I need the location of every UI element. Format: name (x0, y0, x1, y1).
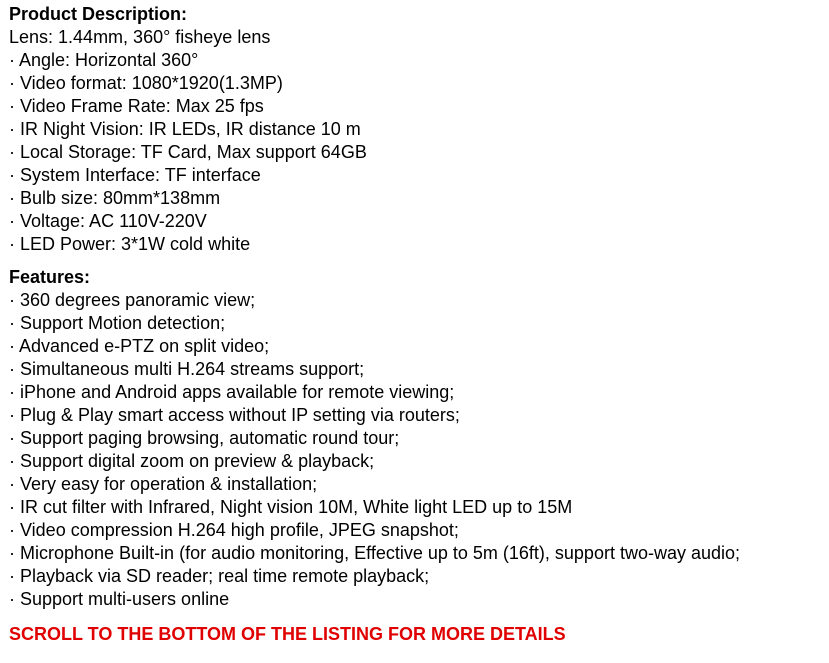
spec-item: · Video format: 1080*1920(1.3MP) (9, 73, 283, 93)
spec-item: · Video Frame Rate: Max 25 fps (9, 96, 264, 116)
scroll-notice: SCROLL TO THE BOTTOM OF THE LISTING FOR MORE DETAILS (9, 624, 566, 644)
feature-item: · Microphone Built-in (for audio monitoring, Effective up to 5m (16ft), support two-way audio; (9, 543, 741, 563)
spec-item: · IR Night Vision: IR LEDs, IR distance 10 m (9, 119, 361, 139)
listing-description (9, 3, 827, 646)
section-spacer (9, 256, 827, 266)
spec-item: · LED Power: 3*1W cold white (9, 234, 251, 254)
feature-item: · Simultaneous multi H.264 streams support; (9, 359, 365, 379)
feature-item: · IR cut filter with Infrared, Night vision 10M, White light LED up to 15M (9, 497, 573, 517)
feature-item: · 360 degrees panoramic view; (9, 290, 256, 310)
spec-item: · Bulb size: 80mm*138mm (9, 188, 221, 208)
spec-list (9, 49, 827, 256)
spec-lens: Lens: 1.44mm, 360° fisheye lens (9, 27, 271, 47)
feature-item: · Very easy for operation & installation; (9, 474, 318, 494)
feature-item: · Support Motion detection; (9, 313, 226, 333)
spec-item: · Local Storage: TF Card, Max support 64GB (9, 142, 367, 162)
feature-item: · Support multi-users online (9, 589, 230, 609)
spec-item: · Voltage: AC 110V-220V (9, 211, 207, 231)
feature-item: · Playback via SD reader; real time remote playback; (9, 566, 430, 586)
feature-item: · Video compression H.264 high profile, JPEG snapshot; (9, 520, 459, 540)
feature-item: · Plug & Play smart access without IP setting via routers; (9, 405, 460, 425)
feature-item: · Support digital zoom on preview & playback; (9, 451, 375, 471)
product-description-heading: Product Description: (9, 4, 188, 24)
features-heading: Features: (9, 267, 91, 287)
feature-item: · Advanced e-PTZ on split video; (9, 336, 270, 356)
feature-item: · Support paging browsing, automatic round tour; (9, 428, 400, 448)
feature-item: · iPhone and Android apps available for remote viewing; (9, 382, 455, 402)
spec-item: · Angle: Horizontal 360° (9, 50, 199, 70)
features-list (9, 289, 827, 611)
spec-item: · System Interface: TF interface (9, 165, 261, 185)
